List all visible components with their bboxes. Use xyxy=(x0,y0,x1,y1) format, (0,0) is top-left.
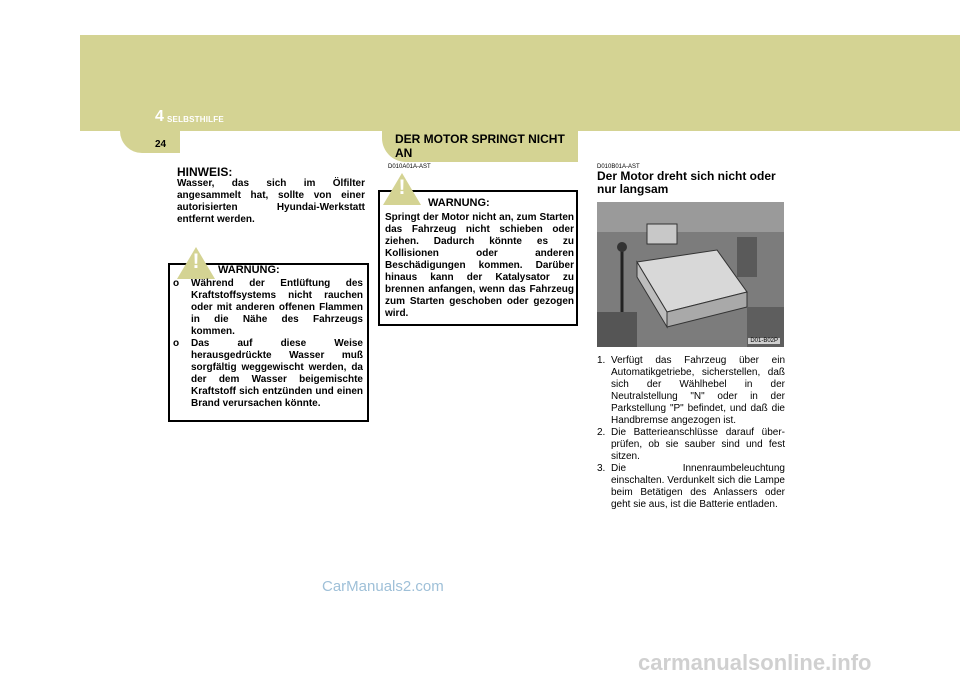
warning-list-left xyxy=(173,278,363,410)
chapter-number: 4 xyxy=(155,108,164,125)
subheading: Der Motor dreht sich nicht oder nur langsam xyxy=(597,169,776,196)
battery-photo xyxy=(597,202,784,347)
section-title: DER MOTOR SPRINGT NICHT AN xyxy=(395,132,565,160)
steps-list xyxy=(597,355,785,511)
list-item: 2. Die Batterieanschlüsse darauf über- prüfen, ob sie sauber sind und fest sitzen. xyxy=(597,427,785,462)
exclamation-icon: ! xyxy=(398,176,406,199)
watermark-text: carmanualsonline.info xyxy=(638,650,872,675)
warning-heading-left: WARNUNG: xyxy=(218,264,280,276)
chapter-title: SELBSTHILFE xyxy=(167,115,224,124)
watermark-link[interactable]: CarManuals2.com xyxy=(322,578,444,595)
engine-bay-illustration xyxy=(597,202,784,347)
section-code-right: D010B01A-AST xyxy=(597,164,640,170)
list-item: 1. Verfügt das Fahrzeug über ein Automatikgetriebe, sicherstellen, daß sich der Wählhebel in der Neutralstellung "N" oder in der Parkstellung "P" befindet, und daß die Handbremse angezogen ist. xyxy=(597,355,785,426)
warning-item: o Das auf diese Weise herausgedrückte Wasser muß sorgfältig weggewischt werden, da der dem Wasser beigemischte Kraftstoff sich entzünden und einen Brand verursachen könnte. xyxy=(173,338,363,409)
image-caption: D01-B02P xyxy=(750,338,778,344)
warning-heading-middle: WARNUNG: xyxy=(428,197,490,209)
warning-text-middle: Springt der Motor nicht an, zum Starten das Fahrzeug nicht schieben oder ziehen. Dadurch könnte es zu Kollisionen oder anderen Beschädigungen kommen. Darüber hinaus kann der Katalysator zu brennen anfangen, wenn das Fahrzeug zum Starten geschoben oder gezogen wird. xyxy=(385,212,574,319)
hinweis-text: Wasser, das sich im Ölfilter angesammelt hat, sollte von einer autorisierten Hyundai-Werkstatt entfernt werden. xyxy=(177,178,365,225)
warning-item: o Während der Entlüftung des Kraftstoffsystems nicht rauchen oder mit anderen offenen Flammen in die Nähe des Fahrzeugs kommen. xyxy=(173,278,363,337)
list-item: 3. Die Innenraumbeleuchtung einschalten. Verdunkelt sich die Lampe beim Betätigen des Anlassers oder geht sie aus, ist die Batterie entladen. xyxy=(597,463,785,510)
hinweis-title: HINWEIS: xyxy=(177,165,233,179)
exclamation-icon: ! xyxy=(192,250,200,273)
page-number: 24 xyxy=(155,139,167,150)
page-tab xyxy=(120,131,180,153)
section-code-middle: D010A01A-AST xyxy=(388,164,431,170)
